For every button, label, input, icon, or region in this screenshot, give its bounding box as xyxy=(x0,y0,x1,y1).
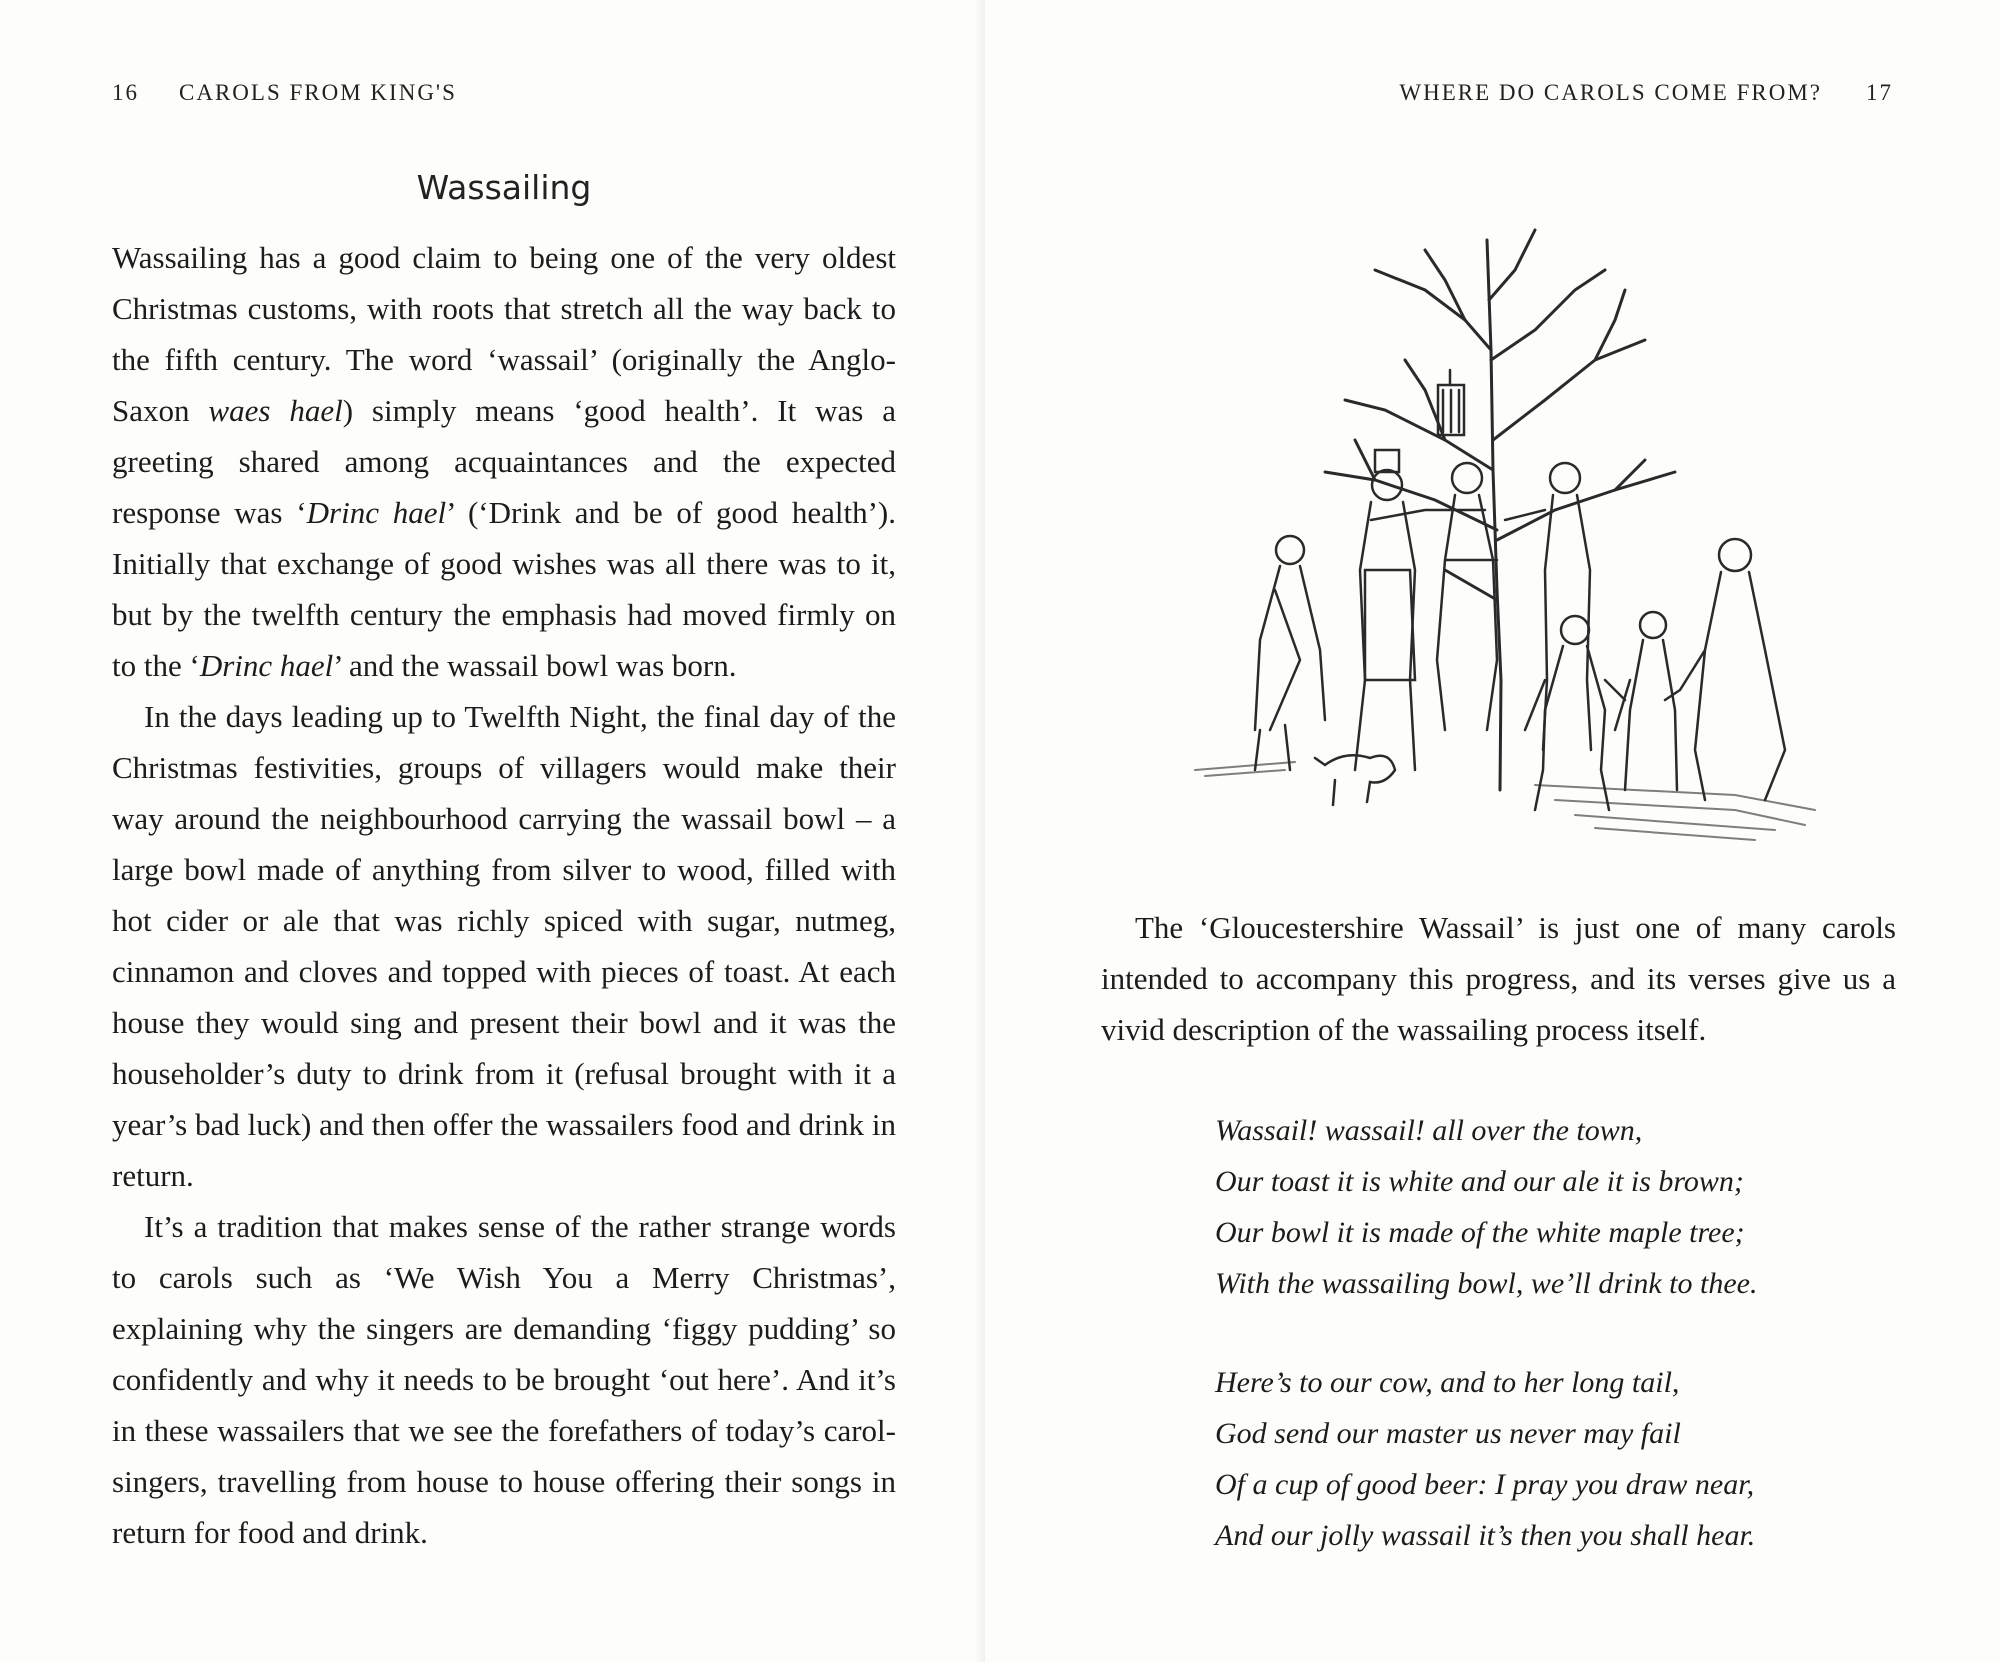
verse-1-line-3: Our bowl it is made of the white maple tree; xyxy=(1215,1216,1745,1249)
section-heading: Wassailing xyxy=(416,168,592,207)
left-page xyxy=(0,0,985,1662)
paragraph-1-part-2: ) simply means ‘good health’. It was a greeting shared among acquaintances and the expected response was ‘ xyxy=(112,393,896,530)
paragraph-1 xyxy=(112,232,896,691)
verse-1 xyxy=(1215,1105,1855,1309)
ground-shadow xyxy=(1195,762,1815,840)
running-head-left xyxy=(112,80,457,106)
paragraph-2: In the days leading up to Twelfth Night, the final day of the Christmas festivities, groups of villagers would make their way around the neighbourhood carrying the wassail bowl – a large bowl made of anything from silver to wood, filled with hot cider or ale that was richly spiced with sugar, nutmeg, cinnamon and cloves and topped with pieces of toast. At each house they would sing and present their bowl and it was the householder’s duty to drink from it (refusal brought with it a year’s bad luck) and then offer the wassailers food and drink in return. xyxy=(112,699,896,1193)
term-drinc-hael-1: Drinc hael xyxy=(306,495,447,530)
term-drinc-hael-2: Drinc hael xyxy=(199,648,334,683)
verse-1-line-1: Wassail! wassail! all over the town, xyxy=(1215,1114,1643,1147)
paragraph-1-part-3: ’ (‘Drink and be of good health’). Initially that exchange of good wishes was all there was to it, but by the twelfth century the emphasis had moved firmly on to the ‘ xyxy=(112,495,896,683)
verse-2-line-2: God send our master us never may fail xyxy=(1215,1417,1681,1450)
running-head-left-title: CAROLS FROM KING'S xyxy=(179,80,457,105)
verse-2-line-4: And our jolly wassail it’s then you shall hear. xyxy=(1215,1519,1756,1552)
hanging-lantern xyxy=(1438,370,1464,435)
paragraph-1-part-1: Wassailing has a good claim to being one of the very oldest Christmas customs, with roots that stretch all the way back to the fifth century. The word ‘wassail’ (originally the Anglo-Saxon xyxy=(112,240,896,428)
verse-1-line-2: Our toast it is white and our ale it is brown; xyxy=(1215,1165,1744,1198)
verse-2-line-3: Of a cup of good beer: I pray you draw near, xyxy=(1215,1468,1755,1501)
verse-intro: The ‘Gloucestershire Wassail’ is just one of many carols intended to accompany this progress, and its verses give us a vivid description of the wassailing process itself. xyxy=(1101,910,1896,1047)
page-number-right: 17 xyxy=(1866,80,1893,105)
running-head-right-title: WHERE DO CAROLS COME FROM? xyxy=(1399,80,1822,105)
wassail-illustration xyxy=(1175,210,1835,870)
verse-2-line-1: Here’s to our cow, and to her long tail, xyxy=(1215,1366,1680,1399)
paragraph-3: It’s a tradition that makes sense of the rather strange words to carols such as ‘We Wish You a Merry Christmas’, explaining why the singers are demanding ‘figgy pudding’ so confidently and why it needs to be brought ‘out here’. And it’s in these wassailers that we see the forefathers of today’s carol-singers, travelling from house to house offering their songs in return for food and drink. xyxy=(112,1209,896,1550)
verse-1-line-4: With the wassailing bowl, we’ll drink to thee. xyxy=(1215,1267,1758,1300)
paragraph-1-part-4: ’ and the wassail bowl was born. xyxy=(333,648,737,683)
page-number-left: 16 xyxy=(112,80,139,105)
verse-2 xyxy=(1215,1357,1855,1561)
body-text xyxy=(112,232,896,1558)
running-head-right xyxy=(1399,80,1893,106)
term-waes-hael: waes hael xyxy=(208,393,343,428)
wassailers xyxy=(1255,450,1785,810)
